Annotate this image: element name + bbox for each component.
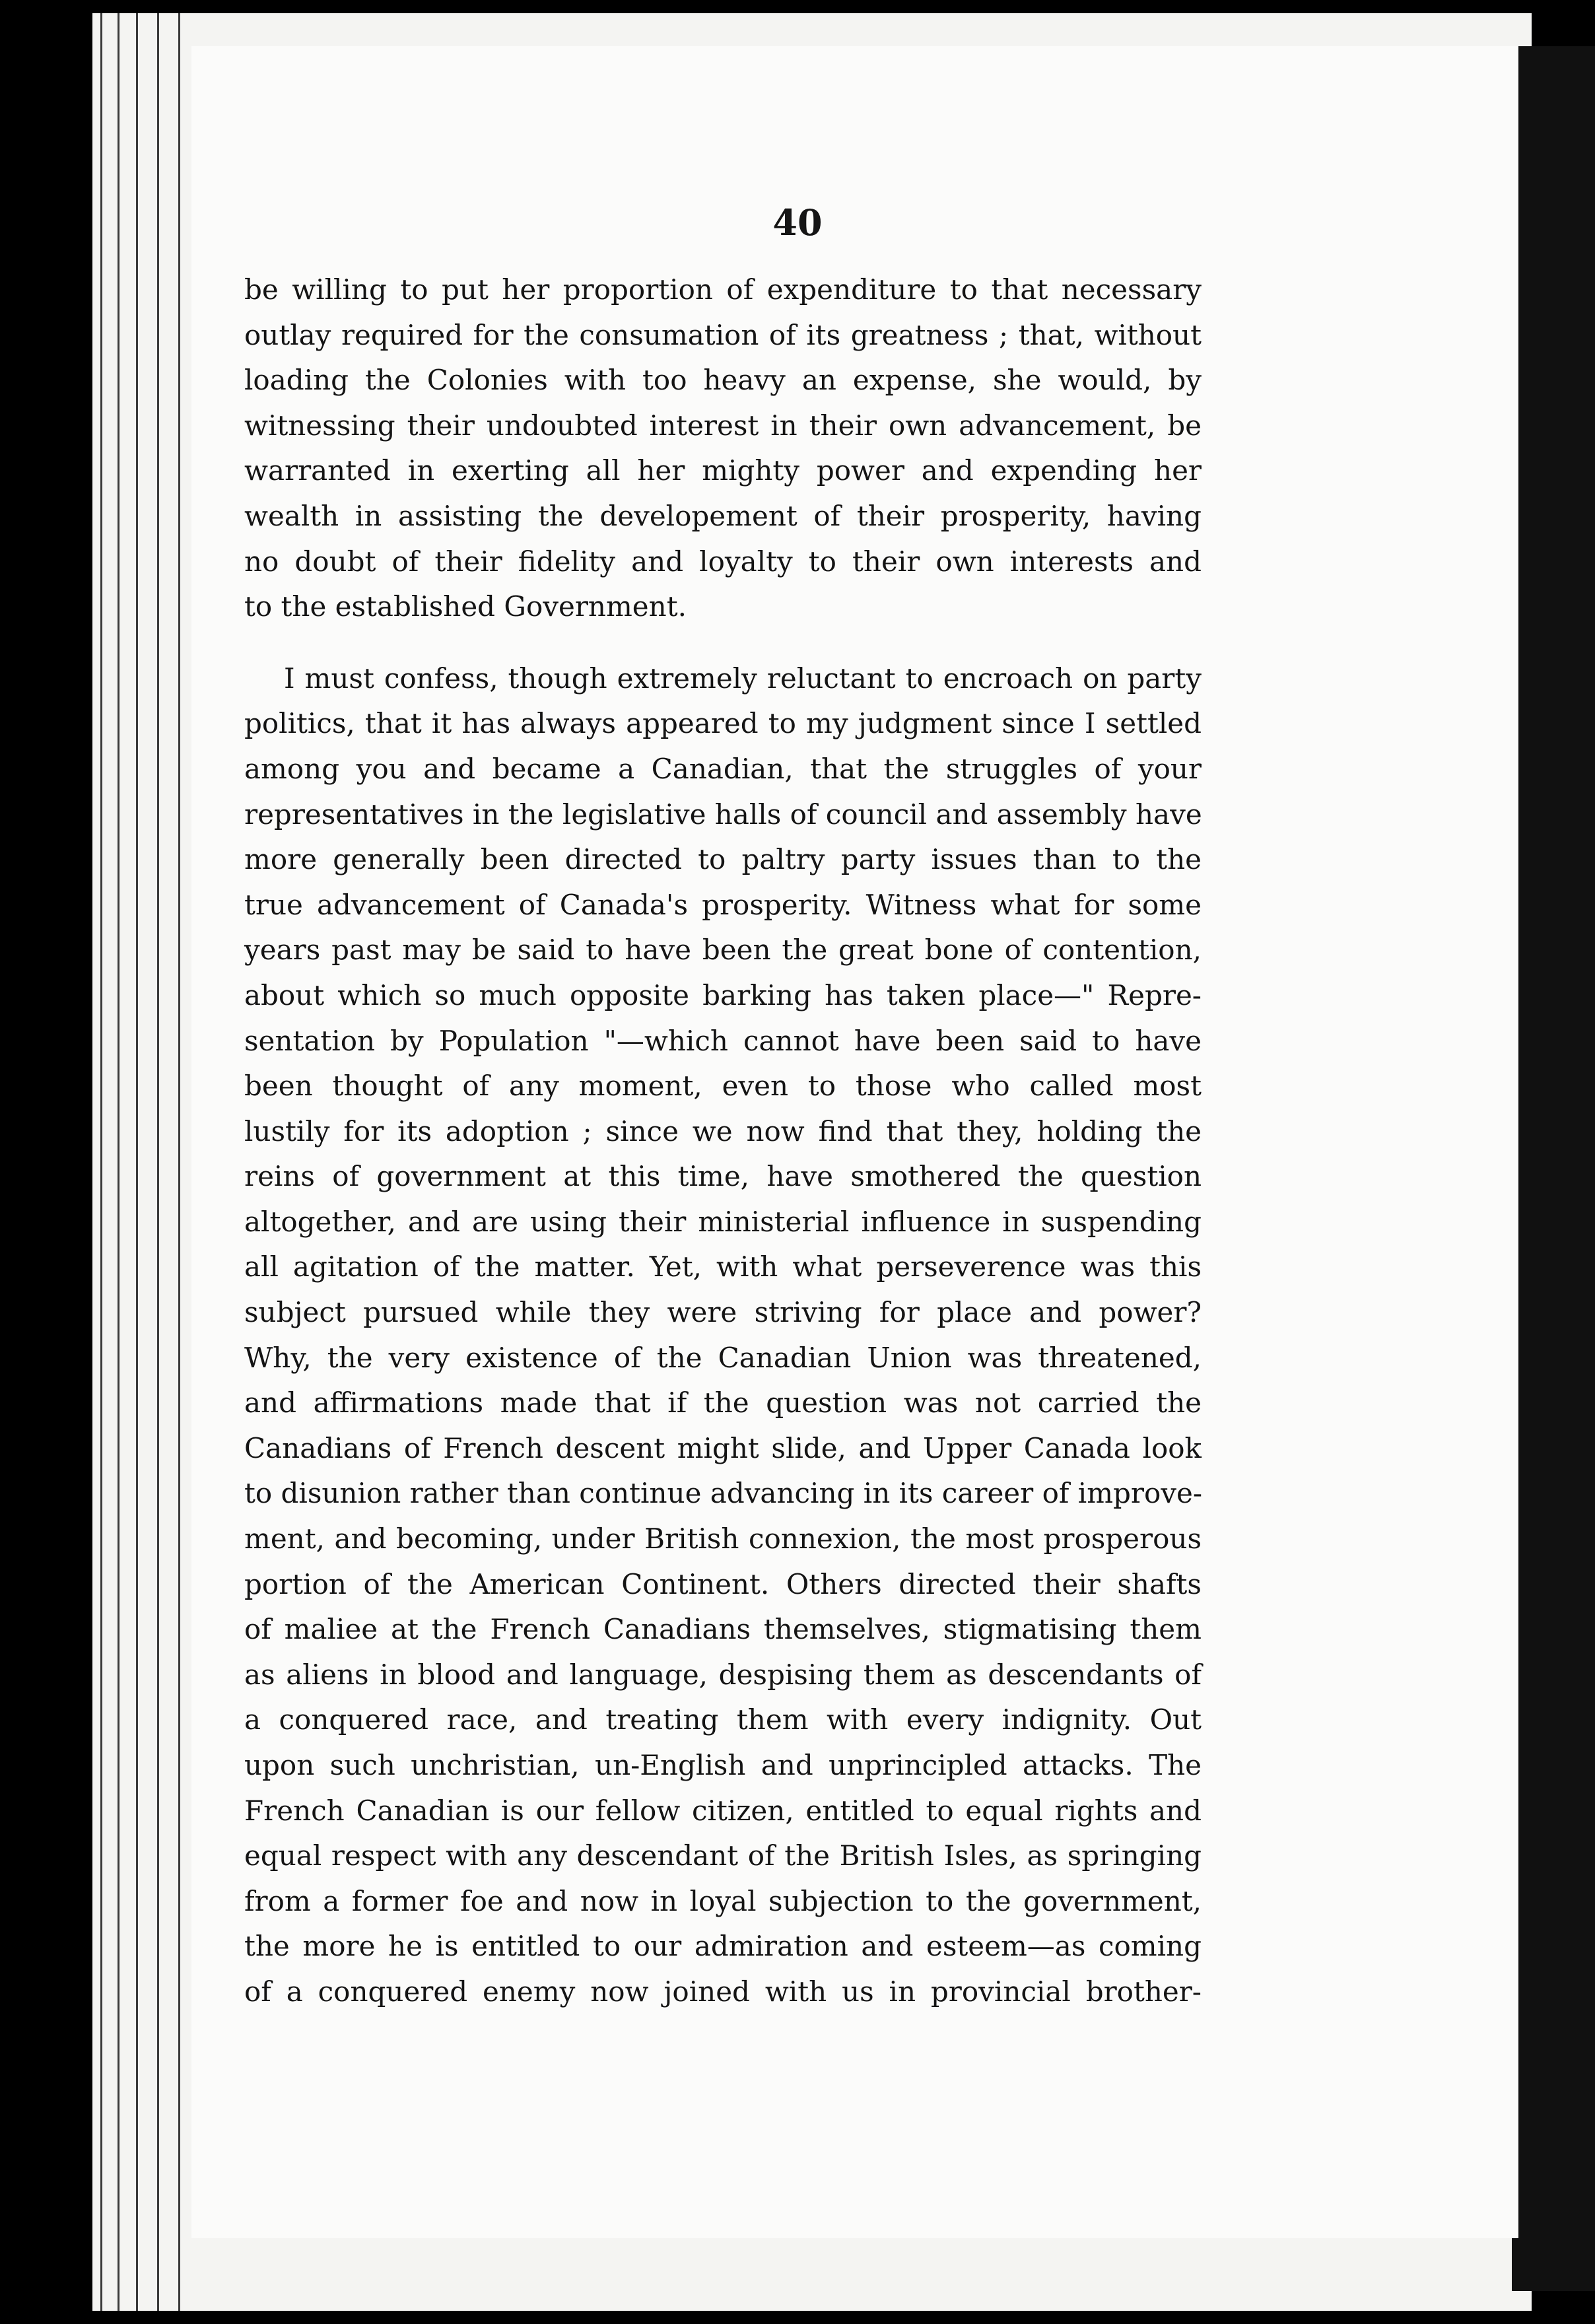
page-number: 40 xyxy=(772,201,823,244)
text-line: to disunion rather than continue advancing in its career of improve- xyxy=(244,1477,1203,1510)
text-line: and affirmations made that if the question was not carried the xyxy=(244,1386,1202,1419)
text-line: loading the Colonies with too heavy an expense, she would, by xyxy=(244,364,1202,397)
text-line: to the established Government. xyxy=(244,590,687,623)
text-line: all agitation of the matter. Yet, with what perseverence was this xyxy=(244,1250,1202,1283)
text-line: altogether, and are using their ministerial influence in suspending xyxy=(244,1205,1202,1238)
text-line: lustily for its adoption ; since we now find that they, holding the xyxy=(244,1114,1202,1147)
text-line: wealth in assisting the developement of their prosperity, having xyxy=(244,499,1202,532)
text-line: more generally been directed to paltry party issues than to the xyxy=(244,843,1202,876)
body-text xyxy=(244,267,1202,2015)
text-line: reins of government at this time, have smothered the question xyxy=(244,1160,1202,1193)
page-edge-line xyxy=(157,13,159,2311)
text-line: witnessing their undoubted interest in their own advancement, be xyxy=(244,409,1202,442)
text-line: sentation by Population "—which cannot have been said to have xyxy=(244,1024,1202,1057)
text-line: the more he is entitled to our admiration and esteem—as coming xyxy=(244,1930,1202,1963)
binding-shadow xyxy=(1512,46,1595,2291)
text-line: Canadians of French descent might slide, and Upper Canada look xyxy=(244,1431,1202,1464)
text-line: a conquered race, and treating them with every indignity. Out xyxy=(244,1703,1202,1736)
page-edge-line xyxy=(178,13,180,2311)
text-line: of maliee at the French Canadians themselves, stigmatising them xyxy=(244,1613,1202,1646)
text-line: subject pursued while they were striving for place and power? xyxy=(244,1296,1202,1329)
text-line: equal respect with any descendant of the British Isles, as springing xyxy=(244,1839,1202,1872)
text-line: upon such unchristian, un-English and unprincipled attacks. The xyxy=(244,1749,1202,1781)
text-line: no doubt of their fidelity and loyalty to their own interests and xyxy=(244,545,1202,578)
text-line: representatives in the legislative halls of council and assembly have xyxy=(244,798,1202,831)
text-line: I must confess, though extremely reluctant to encroach on party xyxy=(284,662,1202,695)
page-edge-line xyxy=(100,13,102,2311)
text-line: as aliens in blood and language, despising them as descendants of xyxy=(244,1658,1202,1691)
text-line: from a former foe and now in loyal subjection to the government, xyxy=(244,1884,1202,1917)
page-edge-line xyxy=(118,13,119,2311)
text-line: be willing to put her proportion of expenditure to that necessary xyxy=(244,273,1202,306)
text-line: politics, that it has always appeared to my judgment since I settled xyxy=(244,707,1202,740)
paragraph-break xyxy=(244,630,1202,656)
text-line: about which so much opposite barking has taken place—" Repre- xyxy=(244,978,1202,1011)
text-line: warranted in exerting all her mighty power and expending her xyxy=(244,454,1202,487)
text-line: of a conquered enemy now joined with us in provincial brother- xyxy=(244,1975,1202,2008)
text-line: Why, the very existence of the Canadian Union was threatened, xyxy=(244,1341,1202,1374)
text-line: ment, and becoming, under British connexion, the most prosperous xyxy=(244,1522,1202,1555)
text-line: portion of the American Continent. Others directed their shafts xyxy=(244,1567,1202,1600)
text-line: among you and became a Canadian, that the struggles of your xyxy=(244,752,1202,785)
text-line: outlay required for the consumation of its greatness ; that, without xyxy=(244,318,1202,351)
text-line: years past may be said to have been the great bone of contention, xyxy=(244,934,1202,967)
text-line: true advancement of Canada's prosperity. Witness what for some xyxy=(244,888,1202,921)
text-line: been thought of any moment, even to those who called most xyxy=(244,1070,1202,1103)
text-line: French Canadian is our fellow citizen, entitled to equal rights and xyxy=(244,1794,1202,1827)
page-edge-line xyxy=(136,13,138,2311)
